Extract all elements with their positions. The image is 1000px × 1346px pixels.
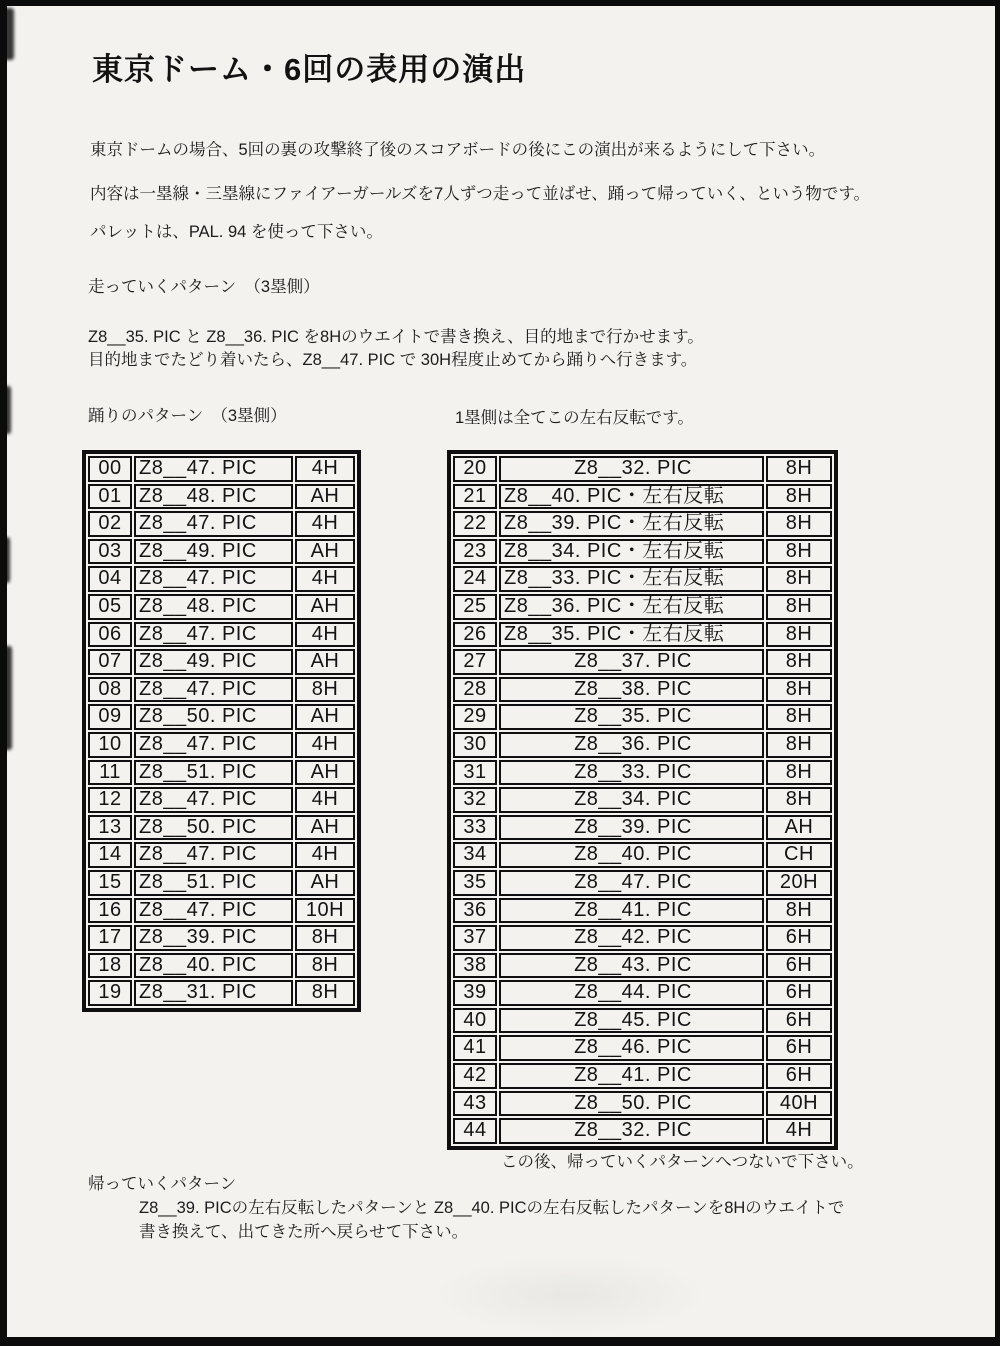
table-row (453, 1008, 832, 1034)
table-row (88, 925, 355, 951)
wait-value-cell: 8H (766, 898, 832, 924)
table-row (453, 622, 832, 648)
pic-filename-cell: Z8__47. PIC (134, 842, 293, 868)
dance-pattern-heading: 踊りのパターン （3塁側） (88, 407, 287, 425)
wait-value-cell: 8H (295, 980, 355, 1006)
pic-filename-cell: Z8__33. PIC・左右反転 (499, 566, 764, 592)
frame-number-cell: 41 (453, 1035, 497, 1061)
frame-number-cell: 08 (88, 677, 132, 703)
frame-number-cell: 23 (453, 539, 497, 565)
wait-value-cell: 6H (766, 1063, 832, 1089)
frame-number-cell: 30 (453, 732, 497, 758)
table-row (88, 539, 355, 565)
table-row (88, 456, 355, 482)
pic-filename-cell: Z8__47. PIC (134, 732, 293, 758)
pic-filename-cell: Z8__34. PIC・左右反転 (499, 539, 764, 565)
table-row (453, 1091, 832, 1117)
pic-filename-cell: Z8__40. PIC (499, 842, 764, 868)
frame-number-cell: 32 (453, 787, 497, 813)
frame-number-cell: 00 (88, 456, 132, 482)
frame-number-cell: 07 (88, 649, 132, 675)
wait-value-cell: 8H (766, 594, 832, 620)
table-row (88, 870, 355, 896)
intro-line-3: パレットは、PAL. 94 を使って下さい。 (90, 223, 383, 241)
page-title: 東京ドーム・6回の表用の演出 (92, 52, 527, 87)
frame-number-cell: 39 (453, 980, 497, 1006)
wait-value-cell: 8H (766, 760, 832, 786)
table-row (453, 704, 832, 730)
frame-number-cell: 38 (453, 953, 497, 979)
frame-number-cell: 36 (453, 898, 497, 924)
wait-value-cell: AH (295, 539, 355, 565)
pic-filename-cell: Z8__39. PIC (499, 815, 764, 841)
wait-value-cell: 4H (295, 566, 355, 592)
pic-filename-cell: Z8__50. PIC (499, 1091, 764, 1117)
scan-border-right (995, 0, 1000, 1346)
frame-number-cell: 42 (453, 1063, 497, 1089)
frame-number-cell: 44 (453, 1118, 497, 1144)
table-row (88, 787, 355, 813)
table-row (453, 980, 832, 1006)
wait-value-cell: 8H (766, 677, 832, 703)
pic-filename-cell: Z8__40. PIC・左右反転 (499, 484, 764, 510)
pic-filename-cell: Z8__32. PIC (499, 456, 764, 482)
wait-value-cell: 4H (295, 732, 355, 758)
pic-filename-cell: Z8__48. PIC (134, 594, 293, 620)
wait-value-cell: 20H (766, 870, 832, 896)
pic-filename-cell: Z8__36. PIC・左右反転 (499, 594, 764, 620)
table-row (88, 649, 355, 675)
frame-number-cell: 02 (88, 511, 132, 537)
wait-value-cell: 6H (766, 1035, 832, 1061)
frame-number-cell: 21 (453, 484, 497, 510)
frame-number-cell: 29 (453, 704, 497, 730)
pic-filename-cell: Z8__34. PIC (499, 787, 764, 813)
frame-number-cell: 16 (88, 898, 132, 924)
return-pattern-line-1: Z8__39. PICの左右反転したパターンと Z8__40. PICの左右反転したパターンを8Hのウエイトで (139, 1199, 845, 1217)
pic-filename-cell: Z8__41. PIC (499, 898, 764, 924)
wait-value-cell: AH (295, 760, 355, 786)
wait-value-cell: AH (295, 484, 355, 510)
wait-value-cell: AH (295, 594, 355, 620)
table-row (88, 622, 355, 648)
table-row (453, 594, 832, 620)
pic-filename-cell: Z8__48. PIC (134, 484, 293, 510)
frame-number-cell: 25 (453, 594, 497, 620)
pic-filename-cell: Z8__36. PIC (499, 732, 764, 758)
pic-filename-cell: Z8__47. PIC (134, 511, 293, 537)
scan-border-top (0, 0, 1000, 6)
table-row (88, 842, 355, 868)
frame-number-cell: 26 (453, 622, 497, 648)
pic-filename-cell: Z8__49. PIC (134, 539, 293, 565)
dance-table-right-body (453, 456, 832, 1144)
pic-filename-cell: Z8__37. PIC (499, 649, 764, 675)
frame-number-cell: 06 (88, 622, 132, 648)
pic-filename-cell: Z8__45. PIC (499, 1008, 764, 1034)
table-row (453, 1063, 832, 1089)
dance-table-left-body (88, 456, 355, 1006)
wait-value-cell: 6H (766, 1008, 832, 1034)
table-row (453, 842, 832, 868)
wait-value-cell: 8H (766, 566, 832, 592)
frame-number-cell: 09 (88, 704, 132, 730)
frame-number-cell: 28 (453, 677, 497, 703)
table-row (453, 456, 832, 482)
wait-value-cell: 8H (766, 787, 832, 813)
return-pattern-line-2: 書き換えて、出てきた所へ戻らせて下さい。 (139, 1223, 469, 1241)
wait-value-cell: 8H (766, 732, 832, 758)
table-row (453, 1118, 832, 1144)
table-row (453, 787, 832, 813)
frame-number-cell: 04 (88, 566, 132, 592)
wait-value-cell: CH (766, 842, 832, 868)
pic-filename-cell: Z8__33. PIC (499, 760, 764, 786)
frame-number-cell: 24 (453, 566, 497, 592)
wait-value-cell: 8H (766, 649, 832, 675)
frame-number-cell: 03 (88, 539, 132, 565)
frame-number-cell: 31 (453, 760, 497, 786)
wait-value-cell: 8H (766, 539, 832, 565)
wait-value-cell: AH (766, 815, 832, 841)
frame-number-cell: 22 (453, 511, 497, 537)
table-row (453, 484, 832, 510)
pic-filename-cell: Z8__50. PIC (134, 815, 293, 841)
wait-value-cell: 8H (295, 953, 355, 979)
table-row (453, 566, 832, 592)
return-pattern-heading: 帰っていくパターン (88, 1175, 237, 1193)
pic-filename-cell: Z8__35. PIC・左右反転 (499, 622, 764, 648)
table-row (453, 898, 832, 924)
wait-value-cell: 6H (766, 953, 832, 979)
dance-table-frames-20-44 (447, 450, 838, 1150)
wait-value-cell: 4H (295, 622, 355, 648)
pic-filename-cell: Z8__46. PIC (499, 1035, 764, 1061)
table-row (453, 732, 832, 758)
pic-filename-cell: Z8__51. PIC (134, 760, 293, 786)
frame-number-cell: 14 (88, 842, 132, 868)
wait-value-cell: 8H (766, 622, 832, 648)
pic-filename-cell: Z8__50. PIC (134, 704, 293, 730)
pic-filename-cell: Z8__47. PIC (499, 870, 764, 896)
wait-value-cell: 4H (295, 842, 355, 868)
frame-number-cell: 19 (88, 980, 132, 1006)
wait-value-cell: AH (295, 815, 355, 841)
table-row (453, 539, 832, 565)
wait-value-cell: 8H (766, 704, 832, 730)
pic-filename-cell: Z8__39. PIC・左右反転 (499, 511, 764, 537)
wait-value-cell: 10H (295, 898, 355, 924)
table-row (453, 1035, 832, 1061)
right-table-footer-note: この後、帰っていくパターンへつないで下さい。 (501, 1153, 864, 1171)
scan-border-bottom (0, 1337, 1000, 1346)
frame-number-cell: 17 (88, 925, 132, 951)
wait-value-cell: AH (295, 870, 355, 896)
pic-filename-cell: Z8__44. PIC (499, 980, 764, 1006)
frame-number-cell: 12 (88, 787, 132, 813)
table-row (453, 677, 832, 703)
scan-border-left (0, 0, 7, 1346)
frame-number-cell: 05 (88, 594, 132, 620)
frame-number-cell: 33 (453, 815, 497, 841)
frame-number-cell: 34 (453, 842, 497, 868)
table-row (88, 760, 355, 786)
wait-value-cell: 6H (766, 980, 832, 1006)
pic-filename-cell: Z8__47. PIC (134, 898, 293, 924)
wait-value-cell: 4H (295, 456, 355, 482)
frame-number-cell: 01 (88, 484, 132, 510)
table-row (88, 566, 355, 592)
table-row (88, 484, 355, 510)
frame-number-cell: 10 (88, 732, 132, 758)
dance-table-frames-00-19 (82, 450, 361, 1012)
wait-value-cell: 8H (295, 925, 355, 951)
wait-value-cell: 8H (766, 456, 832, 482)
pic-filename-cell: Z8__39. PIC (134, 925, 293, 951)
frame-number-cell: 11 (88, 760, 132, 786)
pic-filename-cell: Z8__47. PIC (134, 787, 293, 813)
table-row (88, 953, 355, 979)
table-row (453, 649, 832, 675)
wait-value-cell: 4H (295, 787, 355, 813)
frame-number-cell: 13 (88, 815, 132, 841)
pic-filename-cell: Z8__47. PIC (134, 622, 293, 648)
frame-number-cell: 20 (453, 456, 497, 482)
pic-filename-cell: Z8__42. PIC (499, 925, 764, 951)
frame-number-cell: 43 (453, 1091, 497, 1117)
scan-shadow (430, 1255, 710, 1335)
table-row (88, 815, 355, 841)
pic-filename-cell: Z8__38. PIC (499, 677, 764, 703)
frame-number-cell: 40 (453, 1008, 497, 1034)
wait-value-cell: 8H (295, 677, 355, 703)
frame-number-cell: 27 (453, 649, 497, 675)
pic-filename-cell: Z8__51. PIC (134, 870, 293, 896)
frame-number-cell: 35 (453, 870, 497, 896)
pic-filename-cell: Z8__41. PIC (499, 1063, 764, 1089)
pic-filename-cell: Z8__49. PIC (134, 649, 293, 675)
run-pattern-heading: 走っていくパターン （3塁側） (88, 278, 320, 296)
wait-value-cell: AH (295, 649, 355, 675)
table-row (453, 953, 832, 979)
wait-value-cell: 4H (295, 511, 355, 537)
wait-value-cell: 8H (766, 511, 832, 537)
pic-filename-cell: Z8__43. PIC (499, 953, 764, 979)
run-pattern-line-2: 目的地までたどり着いたら、Z8__47. PIC で 30H程度止めてから踊りへ行きます。 (88, 351, 698, 369)
table-row (453, 925, 832, 951)
table-row (88, 898, 355, 924)
frame-number-cell: 18 (88, 953, 132, 979)
pic-filename-cell: Z8__35. PIC (499, 704, 764, 730)
pic-filename-cell: Z8__47. PIC (134, 677, 293, 703)
wait-value-cell: 40H (766, 1091, 832, 1117)
table-row (453, 815, 832, 841)
run-pattern-line-1: Z8__35. PIC と Z8__36. PIC を8Hのウエイトで書き換え、目的地まで行かせます。 (88, 328, 704, 346)
wait-value-cell: 4H (766, 1118, 832, 1144)
table-row (88, 594, 355, 620)
table-row (88, 704, 355, 730)
frame-number-cell: 37 (453, 925, 497, 951)
table-row (88, 980, 355, 1006)
table-row (88, 732, 355, 758)
table-row (88, 677, 355, 703)
intro-line-1: 東京ドームの場合、5回の裏の攻撃終了後のスコアボードの後にこの演出が来るようにして下さい。 (90, 141, 826, 159)
table-row (88, 511, 355, 537)
pic-filename-cell: Z8__47. PIC (134, 566, 293, 592)
pic-filename-cell: Z8__47. PIC (134, 456, 293, 482)
pic-filename-cell: Z8__31. PIC (134, 980, 293, 1006)
table-row (453, 760, 832, 786)
wait-value-cell: AH (295, 704, 355, 730)
table-row (453, 511, 832, 537)
wait-value-cell: 8H (766, 484, 832, 510)
intro-line-2: 内容は一塁線・三塁線にファイアーガールズを7人ずつ走って並ばせ、踊って帰っていく、という物です。 (90, 185, 871, 203)
wait-value-cell: 6H (766, 925, 832, 951)
table-row (453, 870, 832, 896)
mirror-note: 1塁側は全てこの左右反転です。 (455, 409, 694, 427)
frame-number-cell: 15 (88, 870, 132, 896)
pic-filename-cell: Z8__40. PIC (134, 953, 293, 979)
pic-filename-cell: Z8__32. PIC (499, 1118, 764, 1144)
